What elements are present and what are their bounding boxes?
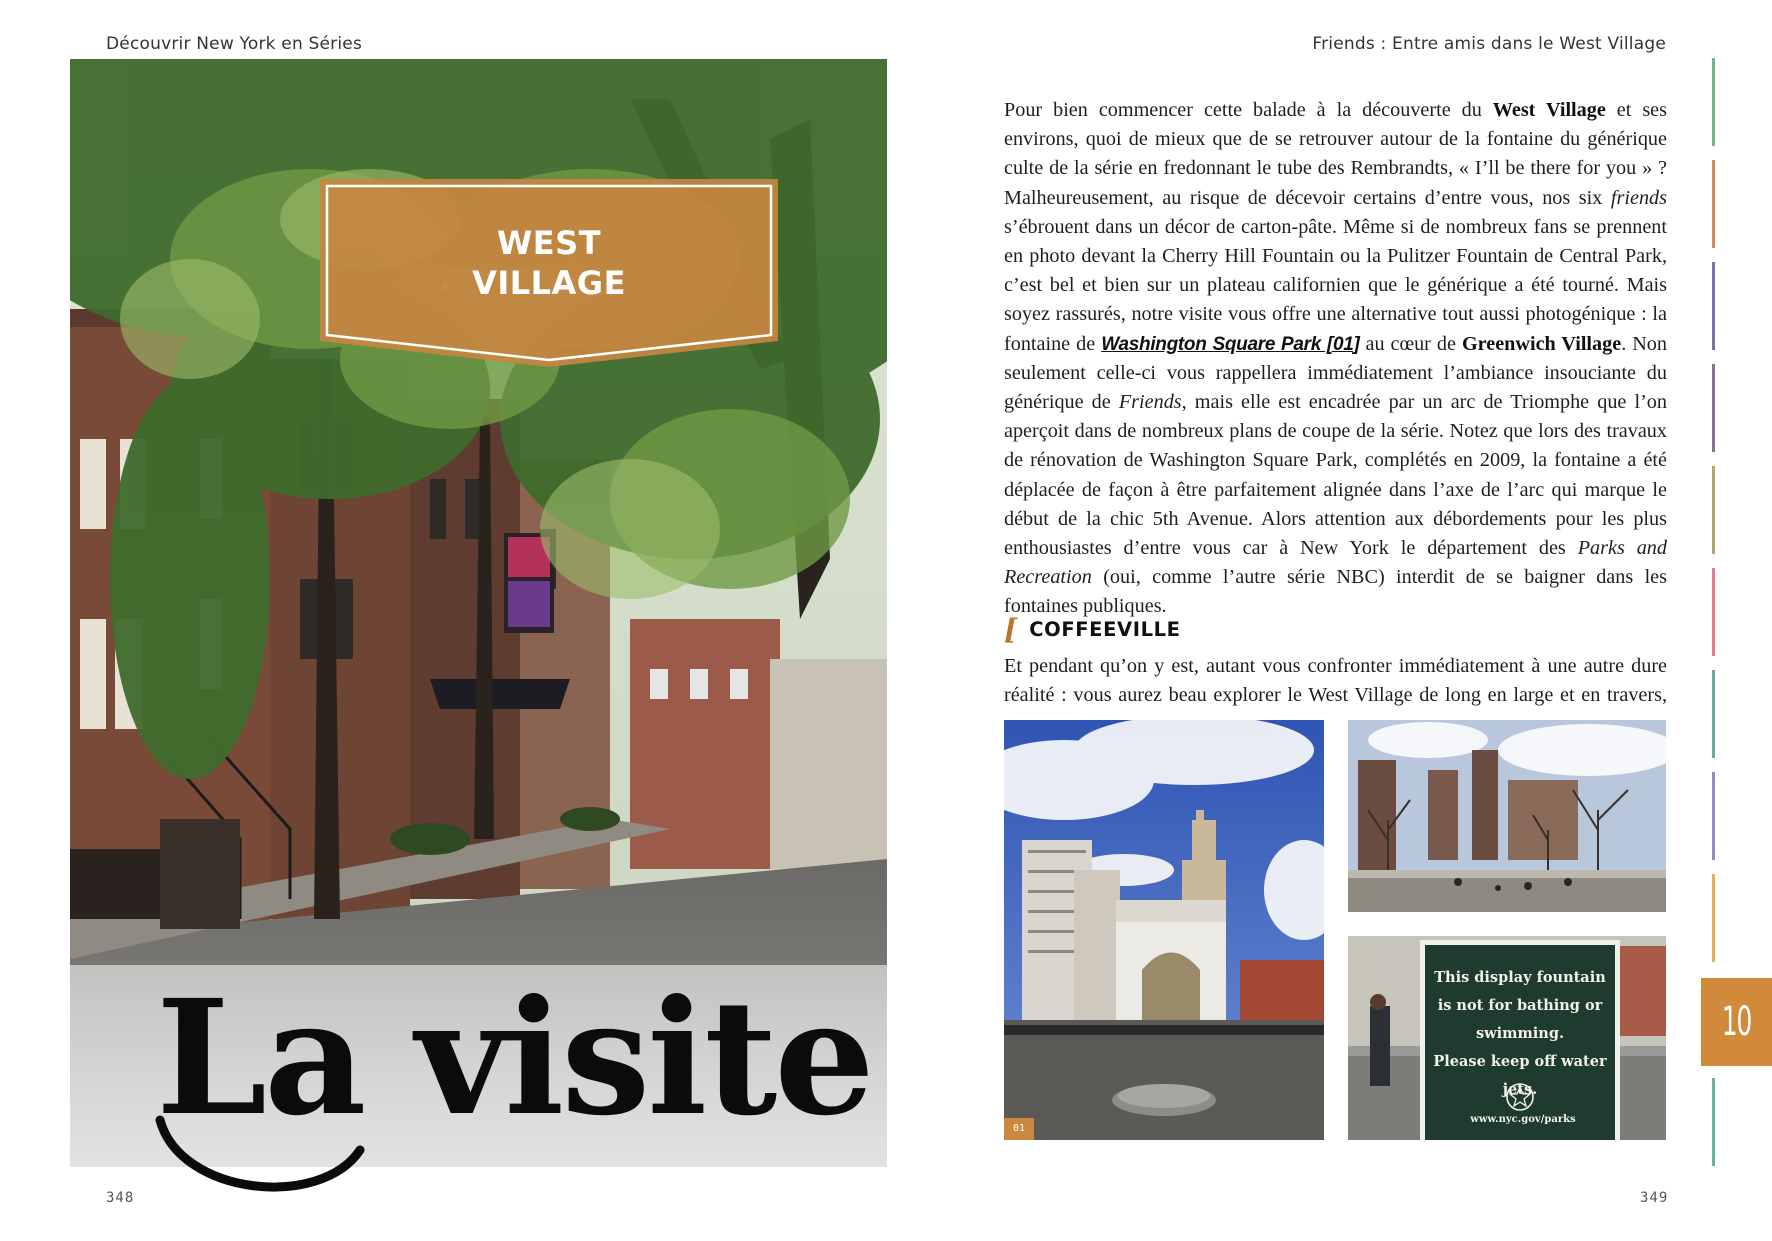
p1-text-6: , mais elle est encadrée par un arc de Triomphe que l’on aperçoit dans de nombreux plans de coupe de la série. Notez que lors des travaux de rénovation de Washington Square Park, complétés en 2009, la fontaine a été déplacée de façon à être parfaitement alignée dans l’axe de l’arc qui marque le début de la chic 5th Avenue. Alors attention aux débordements pour les plus enthousiastes d’entre vous car à New York le département des <box>1004 391 1667 560</box>
washington-square-park-reference[interactable]: Washington Square Park [01] <box>1101 333 1360 355</box>
heading-text: COFFEEVILLE <box>1029 617 1181 641</box>
page-number-left: 348 <box>106 1190 135 1206</box>
edge-index-tab <box>1712 874 1715 962</box>
article-paragraph-2: Et pendant qu’on y est, autant vous confronter immédiatement à une autre dure réalité : vous aurez beau explorer le West Village de long en large et en travers, <box>1004 655 1667 707</box>
greenwich-village-bold: Greenwich Village <box>1461 332 1622 355</box>
chapter-number-tab[interactable] <box>1701 978 1772 1066</box>
chapter-number: 10 <box>1721 999 1752 1045</box>
section-heading-coffeeville <box>1004 614 1181 644</box>
friends-title-italic: Friends <box>1118 391 1182 414</box>
page-number-right: 349 <box>1640 1190 1669 1206</box>
edge-index-tab <box>1712 58 1715 146</box>
la-visite-title: La visite <box>156 966 872 1151</box>
edge-index-tab <box>1712 262 1715 350</box>
title-swash-ornament <box>150 1100 380 1210</box>
friends-italic: friends <box>1610 186 1667 209</box>
sign-url: www.nyc.gov/parks <box>1470 1114 1576 1125</box>
edge-index-tab <box>1712 772 1715 860</box>
washington-square-park-photo <box>1348 720 1666 912</box>
heading-bracket-mark: [ <box>1004 612 1018 646</box>
banner-line-1: WEST <box>496 224 602 262</box>
sign-line-1: This display fountain <box>1434 969 1606 986</box>
parks-and-recreation-italic: Parks and Recreation <box>1004 537 1667 589</box>
photo-number-badge: 01 <box>1004 1118 1034 1140</box>
article-paragraph-1 <box>1004 96 1667 622</box>
banner-line-2: VILLAGE <box>472 264 626 302</box>
edge-index-tab <box>1712 670 1715 758</box>
p1-text-3: s’ébrouent dans un décor de carton-pâte. Même si de nombreux fans se prennent en photo devant la Cherry Hill Fountain ou la Pulitzer Fountain de Central Park, c’est bel et bien sur un plateau californien que le générique a été tourné. Mais soyez rassurés, notre visite vous offre une alternative tout aussi photogénique : la fontaine de <box>1004 215 1667 355</box>
washington-square-arch-photo <box>1004 720 1324 1140</box>
sign-line-3: swimming. <box>1475 1025 1565 1042</box>
p1-text-4: au cœur de <box>1359 332 1462 355</box>
sign-line-2: is not for bathing or <box>1437 997 1603 1014</box>
running-head-left: Découvrir New York en Séries <box>106 34 363 54</box>
p1-text-1: Pour bien commencer cette balade à la découverte du <box>1004 99 1493 121</box>
p1-text-5: . Non seulement celle-ci vous rappellera immédiatement l’ambiance insouciante du générique de <box>1004 332 1667 414</box>
sign-line-4: Please keep off water jets. <box>1433 1053 1607 1098</box>
edge-index-tab <box>1712 466 1715 554</box>
nyc-parks-leaf-icon <box>1505 1082 1535 1112</box>
p1-text-7: (oui, comme l’autre série NBC) interdit de se baigner dans les fontaines publiques. <box>1004 566 1667 618</box>
banner-title <box>320 223 778 303</box>
edge-index-tab <box>1712 568 1715 656</box>
west-village-banner <box>320 179 778 367</box>
edge-index-tab <box>1712 1078 1715 1166</box>
fountain-sign-photo <box>1348 936 1666 1140</box>
p1-text-2: et ses environs, quoi de mieux que de se retrouver autour de la fontaine du générique culte de la série en fredonnant le tube des Rembrandts, « I’ll be there for you » ? Malheureusement, au risque de décevoir certains d’entre vous, nos six <box>1004 99 1668 209</box>
running-head-right: Friends : Entre amis dans le West Village <box>1312 34 1666 54</box>
edge-index-tab <box>1712 160 1715 248</box>
west-village-bold: West Village <box>1492 99 1606 121</box>
edge-index-tab <box>1712 364 1715 452</box>
